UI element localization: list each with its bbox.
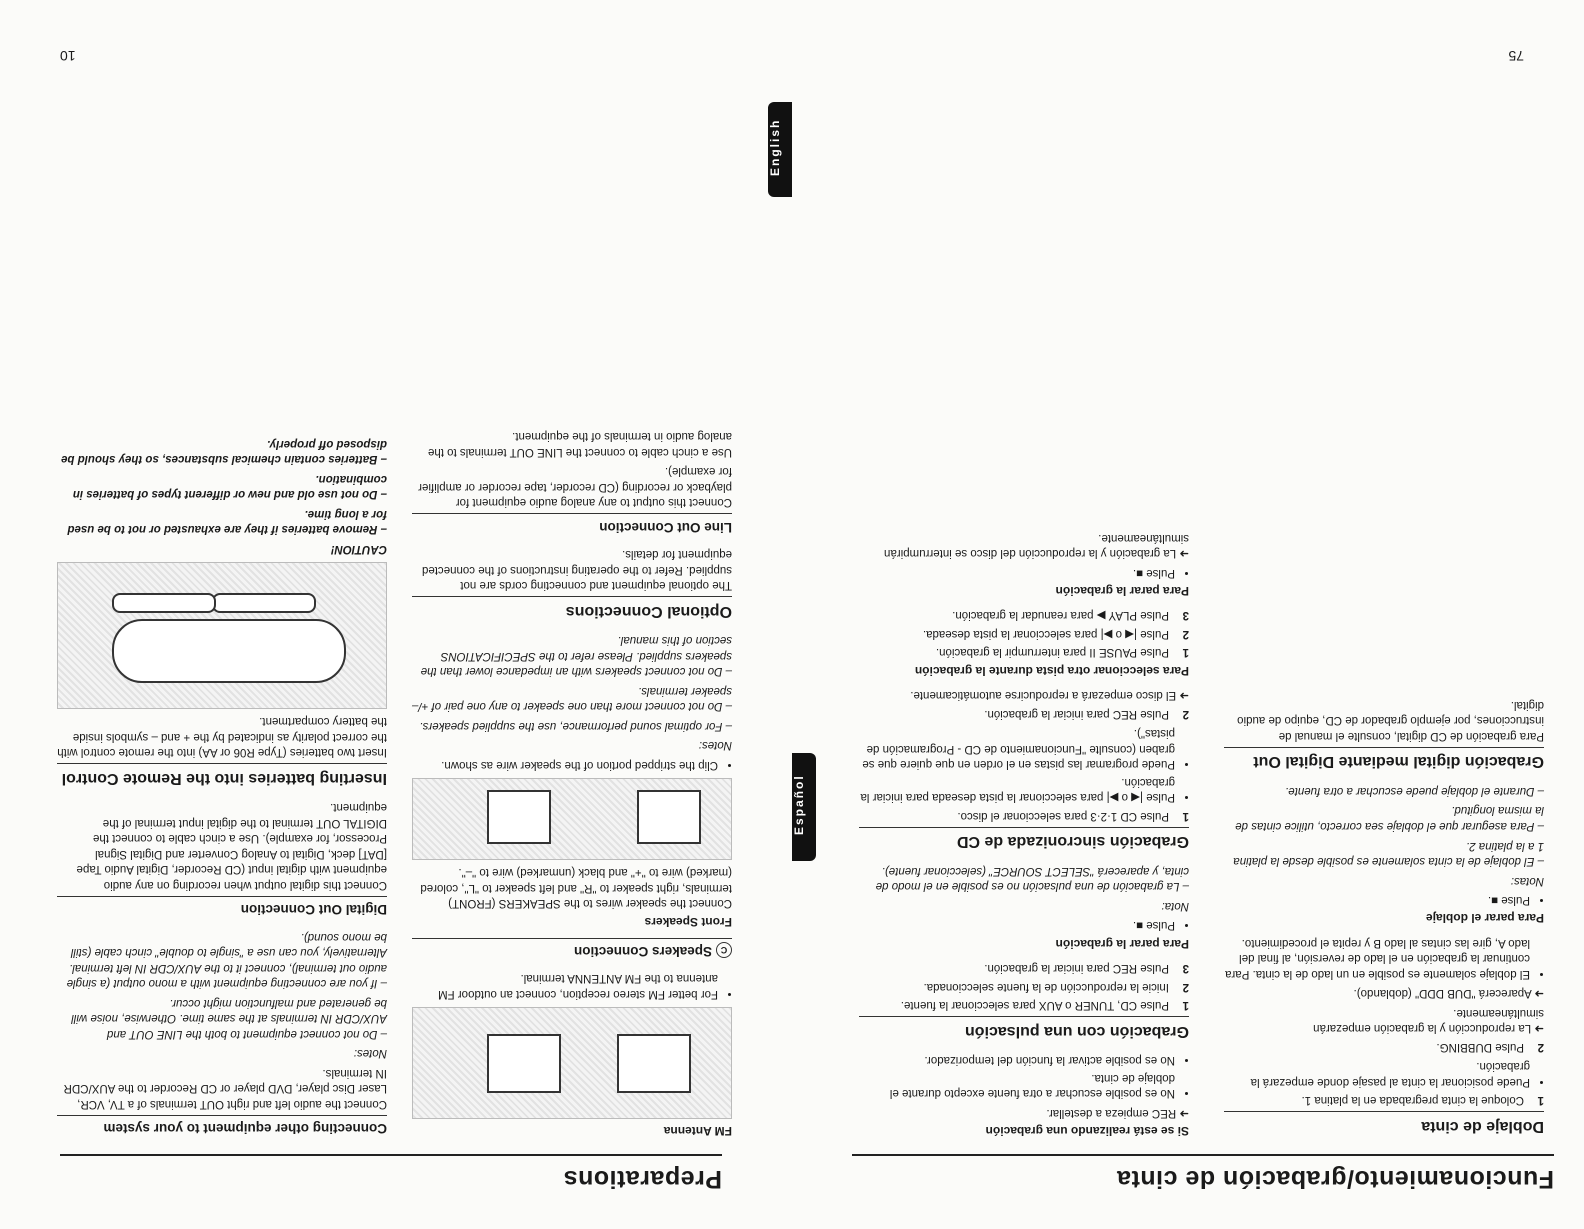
arrow-line: ➜ Aparecerá "DUB DDD" (doblando). [1353,987,1544,1000]
stop-recording-heading: Para parar la grabación [1055,936,1189,951]
page-number: 75 [1508,48,1524,64]
batteries-text: Insert two batteries (Type R06 or AA) into the remote control with the correct polarity as indicated by the + and – symbols inside the battery compartment. [57,715,387,759]
note-item: – For optimal sound performance, use the supplied speakers. [419,719,732,732]
step: 1 Pulse PAUSE II para interrumpir la grabación. [859,644,1189,660]
one-touch-heading: Grabación con una pulsación [859,1016,1189,1042]
bullet-list [1224,934,1544,981]
page-title: Funcionamiento/grabación de cinta [852,1154,1554,1193]
dubbing-heading: Doblaje de cinta [1224,1111,1544,1137]
step-text: Pulse CD, TUNER o AUX para seleccionar la fuente. [900,999,1169,1012]
arrow-line: ➜ La grabación y la reproducción del disco se interrumpirán simultáneamente. [884,531,1189,560]
note-text: Para asegurar que el doblaje sea correcto, utilice cintas de la misma longitud. [1235,804,1544,832]
note-item: – El doblaje de la cinta solamente es posible desde la platina 1 a la platina 2. [1233,839,1544,868]
front-speakers-text: Connect the speaker wires to the SPEAKERS (FRONT) terminals, right speaker to "R" and left speaker to "L", colored (marked) wire to "+" and black (unmarked) wire to "–". [420,866,732,910]
lineout-heading: Line Out Connection [412,513,732,535]
step: 2 Inicie la reproducción de la fuente seleccionada. [859,978,1189,994]
digital-recording-text: Para grabación de CD digital, consulte el manual de instrucciones, por ejemplo grabador de CD, equipo de audio digital. [1237,698,1544,742]
bullet: • Pulse ■. [859,917,1175,933]
caution-text: Remove batteries if they are exhausted or not to be used for a long time. [67,507,387,536]
bullet-list [1224,892,1544,908]
select-track-heading: Para seleccionar otra pista durante la grabación [914,663,1189,678]
lineout-text: Connect this output to any analog audio equipment for playback or recording (CD recorder, tape recorder or amplifier for example). [418,465,732,509]
spanish-column-1 [1224,692,1544,1147]
remote-battery-figure [57,562,387,709]
language-tab: Español [792,753,816,861]
bullet: • No es posible activar la función del temporizador. [859,1052,1175,1068]
clip-list [412,756,732,772]
arrow-text: REC empieza a destellar. [1046,1106,1177,1119]
stop-recording-heading: Para parar la grabación [1055,583,1189,598]
bullet-list [859,725,1189,805]
other-equipment-heading: Connecting other equipment to your system [57,1115,387,1137]
bullet-list [859,564,1189,580]
step-text: Pulse CD 1·2·3 para seleccionar el disco. [957,809,1169,822]
step: 1 Pulse CD 1·2·3 para seleccionar el disco. [859,807,1189,823]
bullet-list [1224,1058,1544,1089]
digital-out-heading: Digital Out Connection [57,896,387,918]
note-text: Do not connect equipment to both the LINE OUT and AUX/CDR IN terminals at the same time. Otherwise, noise will be generated and malfunction might occur. [71,996,387,1040]
arrow-text: Aparecerá "DUB DDD" (doblando). [1353,987,1532,1000]
bullet: • No es posible escuchar a otra fuente excepto durante el doblaje de cinta. [859,1069,1175,1100]
terminal-drawing [637,790,701,844]
arrow-line: ➜ REC empieza a destellar. [1046,1106,1189,1119]
note-text: Do not connect more than one speaker to any one pair of +/– speaker terminals. [412,684,732,713]
caution-text: Batteries contain chemical substances, so they should be disposed off properly. [61,437,387,466]
caution-item: – Do not use old and new or different types of batteries in combination. [72,472,387,501]
arrow-text: La grabación y la reproducción del disco se interrumpirán simultáneamente. [884,531,1189,560]
note-item: – Do not connect speakers with an impedance lower than the speakers supplied. Please refer to the SPECIFICATIONS section of this manual. [420,634,732,678]
speakers-heading [412,938,732,960]
step-text: Pulse DUBBING. [1436,1040,1524,1053]
bullet: • Pulse |◀ o ▶| para seleccionar la pista deseada para iniciar la grabación. [859,773,1175,804]
step-text: Pulse PAUSE II para interrumpir la grabación. [935,646,1169,659]
battery-drawing [112,593,216,613]
batteries-heading: Inserting batteries into the Remote Control [57,763,387,789]
english-column-2 [57,431,387,1147]
recording-heading: Si se está realizando una grabación [985,1124,1189,1138]
page-title: Preparations [60,1154,722,1193]
step: 2 Pulse |◀ o ▶| para seleccionar la pista deseada. [859,625,1189,641]
digital-recording-heading: Grabación digital mediante Digital Out [1224,747,1544,773]
step: 2 Pulse REC para iniciar la grabación. [859,705,1189,721]
bullet: • Puede posicionar la cinta al pasaje donde empezará la grabación. [1224,1058,1530,1089]
note-item: – Durante el doblaje puede escuchar a otra fuente. [1285,784,1544,797]
notes-label: Notas: [1510,874,1544,887]
bullet: • El doblaje solamente es posible en un lado de la cinta. Para continuar la grabación en el lado de reversión, al final del lado A, gire las cintas al lado B y repita el procedimiento. [1224,934,1530,981]
arrow-text: El disco empezará a reproducirse automáticamente. [910,689,1177,702]
step-text: Coloque la cinta pregrabada en la platina 1. [1301,1094,1524,1107]
bullet-list [859,917,1189,933]
note-text: For optimal sound performance, use the supplied speakers. [419,719,723,732]
note-text: La grabación de una pulsación no es posible en el modo de cinta, y aparecerá "SELECT SOURCE" (seleccionar fuente). [875,864,1189,893]
bullet: • Pulse ■. [1224,892,1530,908]
language-tab: English [768,102,792,197]
note-text: If you are connecting equipment with a mono output (a single audio out terminal), connect it to the AUX/CDR IN left terminal. Alternatively, you can use a "single to double" cinch cable (still be mono sound). [66,930,387,990]
page-number: 10 [60,48,76,64]
terminal-drawing [617,1034,691,1093]
front-speakers-heading: Front Speakers [644,914,732,929]
step-text: Pulse PLAY ▶ para reanudar la grabación. [952,609,1169,622]
note-item: – Do not connect more than one speaker to any one pair of +/– speaker terminals. [412,684,732,713]
caution-item: – Remove batteries if they are exhausted or not to be used for a long time. [67,507,387,536]
note-text: El doblaje de la cinta solamente es posible desde la platina 1 a la platina 2. [1233,839,1544,868]
lineout-text: Use a cinch cable to connect the LINE OUT terminals to the analog audio in terminals of the equipment. [427,430,732,458]
bullet: • Puede programar las pistas en el orden en que quiere que se graben (consulte "Funcionamiento de CD - Programación de pistas"). [859,725,1175,772]
caution-item: – Batteries contain chemical substances, so they should be disposed off properly. [61,437,387,466]
section-marker-icon: C [716,942,732,958]
note-item: – Do not connect equipment to both the LINE OUT and AUX/CDR IN terminals at the same time. Otherwise, noise will be generated and malfunction might occur. [71,996,387,1040]
step-text: Pulse REC para iniciar la grabación. [984,707,1169,720]
terminal-drawing [487,790,551,844]
english-column-1 [412,424,732,1147]
fm-antenna-figure [412,1007,732,1119]
speakers-heading-text: Speakers Connection [573,943,712,959]
note-label: Nota: [1161,899,1189,912]
note-text: Durante el doblaje puede escuchar a otra fuente. [1285,784,1535,797]
notes-label: Notes: [353,1047,387,1060]
cd-sync-heading: Grabación sincronizada de CD [859,827,1189,853]
arrow-line: ➜ El disco empezará a reproducirse automáticamente. [910,689,1189,702]
battery-drawing [212,593,316,613]
caution-label: CAUTION! [330,542,387,555]
spanish-column-2 [859,525,1189,1147]
optional-heading: Optional Connections [412,596,732,622]
bullet-list [859,1052,1189,1101]
speaker-terminal-figure [412,778,732,860]
step: 3 Pulse PLAY ▶ para reanudar la grabación. [859,607,1189,623]
remote-drawing [112,619,346,683]
step-text: Pulse REC para iniciar la grabación. [984,962,1169,975]
note-text: Do not connect speakers with an impedance lower than the speakers supplied. Please refer to the SPECIFICATIONS section of this manual. [420,634,732,678]
note-item: – La grabación de una pulsación no es posible en el modo de cinta, y aparecerá "SELECT SOURCE" (seleccionar fuente). [875,864,1189,893]
step: 1 Pulse CD, TUNER o AUX para seleccionar la fuente. [859,997,1189,1013]
fm-antenna-bullet: • For better FM stereo reception, connect an outdoor FM antenna to the FM ANTENNA terminal. [412,970,718,1001]
note-item: – Para asegurar que el doblaje sea correcto, utilice cintas de la misma longitud. [1235,804,1544,832]
fm-antenna-heading: FM Antenna [663,1124,732,1138]
step: 1 Coloque la cinta pregrabada en la platina 1. [1224,1092,1544,1108]
note-item: – If you are connecting equipment with a mono output (a single audio out terminal), connect it to the AUX/CDR IN left terminal. Alternatively, you can use a "single to double" cinch cable (still be mono sound). [66,930,387,990]
clip-bullet: • Clip the stripped portion of the speaker wire as shown. [412,756,718,772]
notes-label: Notes: [698,739,732,752]
digital-out-text: Connect this digital output when recording on any audio equipment with digital input (CD Recorder, Digital Audio Tape [DAT] deck, Digital to Analog Converter and Digital Signal Processor, for example). Use a cinch cable to connect the DIGITAL OUT terminal to the digital input terminal of the equipment. [76,801,387,891]
other-equipment-text: Connect the audio left and right OUT terminals of a TV, VCR, Laser Disc player, DVD player or CD Recorder to the AUX/CDR IN terminals. [63,1066,387,1110]
arrow-line: ➜ La reproducción y la grabación empezarán simultáneamente. [1313,1006,1544,1035]
bullet: • Pulse ■. [859,564,1175,580]
spanish-page [792,0,1584,1229]
step: 3 Pulse REC para iniciar la grabación. [859,960,1189,976]
caution-text: Do not use old and new or different types of batteries in combination. [72,472,387,501]
step: 2 Pulse DUBBING. [1224,1038,1544,1054]
fm-antenna-list [412,970,732,1001]
step-text: Pulse |◀ o ▶| para seleccionar la pista deseada. [922,627,1169,640]
arrow-text: La reproducción y la grabación empezarán simultáneamente. [1313,1006,1544,1035]
stop-dubbing-heading: Para parar el doblaje [1425,911,1544,926]
terminal-drawing [487,1034,561,1093]
step-text: Inicie la reproducción de la fuente seleccionada. [923,980,1169,993]
optional-text: The optional equipment and connecting cords are not supplied. Refer to the operating instructions of the connected equipment for details. [421,548,732,592]
